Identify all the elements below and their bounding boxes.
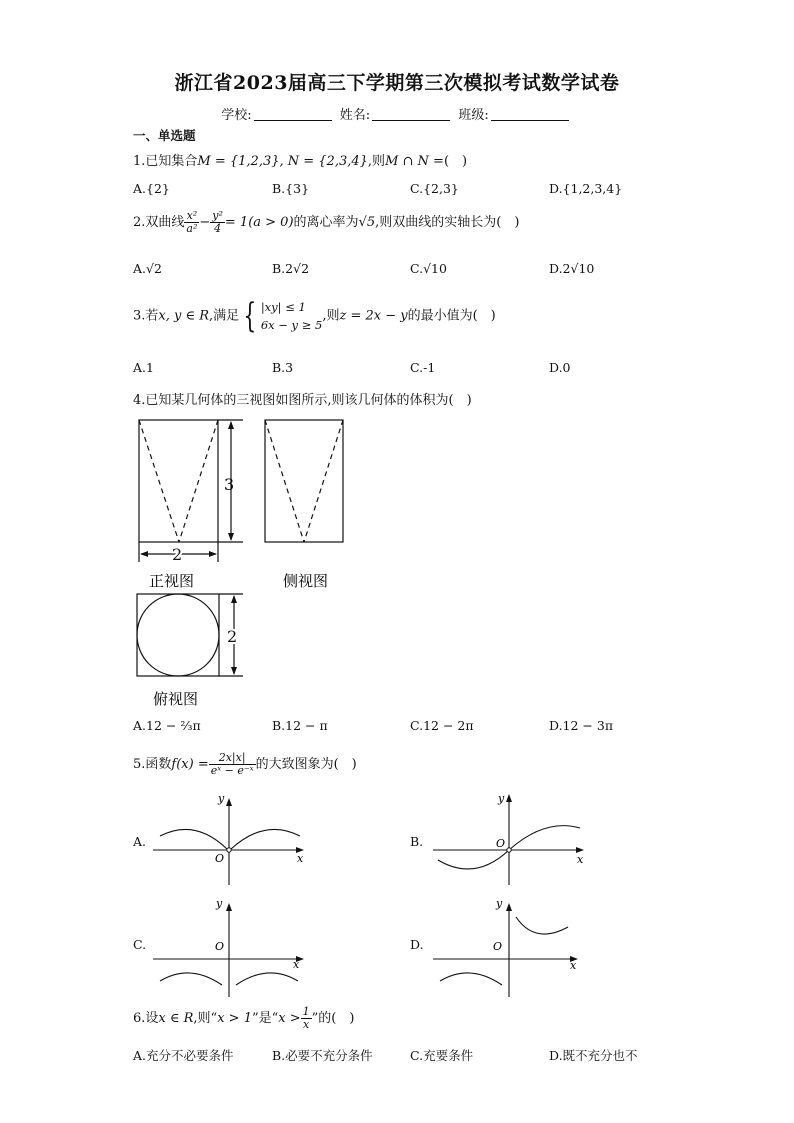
graph-a-curve-right [231, 829, 300, 849]
top-view-label: 俯视图 [153, 690, 199, 708]
arrow-up-icon [231, 595, 237, 603]
q3-text-a: 3.若 [133, 308, 159, 324]
q2-frac2-num: y² [212, 209, 223, 222]
q3-option-c: C.-1 [410, 360, 436, 375]
arrow-up-icon [226, 903, 232, 911]
q1-paren: ( ) [443, 154, 468, 169]
q5-label-d: D. [410, 937, 424, 952]
arrow-up-icon [226, 798, 232, 806]
q6-option-d: D.既不充分也不 [549, 1048, 638, 1063]
q6-text-d: ”的( ) [311, 1011, 355, 1026]
graph-c [150, 895, 310, 1000]
arrow-up-icon [506, 794, 512, 802]
question-5 [133, 752, 357, 777]
front-view-rect [139, 420, 218, 542]
q2-frac2-den: 4 [214, 222, 222, 235]
q2-frac1-num: x² [184, 210, 199, 223]
q4-option-d: D.12 − 3π [549, 718, 614, 733]
q3-math-a: x, y ∈ R [158, 308, 210, 324]
q3-option-a: A.1 [133, 360, 154, 375]
exam-title: 浙江省2023届高三下学期第三次模拟考试数学试卷 [174, 72, 620, 94]
q1-option-a: A.{2} [133, 181, 170, 196]
question-3 [133, 298, 496, 334]
q5-label-c: C. [133, 937, 147, 952]
arrow-up-icon [506, 903, 512, 911]
graph-b-origin: O [496, 837, 506, 850]
q5-label-b: B. [410, 834, 424, 849]
arrow-right-icon [209, 551, 217, 557]
name-blank [372, 108, 450, 121]
graph-c-y-label: y [216, 897, 223, 910]
q2-option-d: D.2√10 [549, 261, 595, 276]
class-label: 班级: [458, 108, 489, 123]
graph-a-x-label: x [297, 852, 304, 865]
graph-c-curve-left [160, 973, 222, 985]
q3-cond-2: 6x − y ≥ 5 [260, 318, 323, 332]
three-view-figure [125, 412, 385, 712]
q5-label-a: A. [133, 834, 147, 849]
q1-text-b: ,则 [367, 154, 386, 169]
graph-c-origin: O [215, 940, 225, 953]
school-label: 学校: [221, 108, 252, 123]
q6-frac [301, 1006, 312, 1031]
q6-text-b: ,则“ [193, 1011, 218, 1026]
q3-math-c: z = 2x − y [339, 308, 408, 324]
q1-option-d: D.{1,2,3,4} [549, 181, 623, 196]
graph-a-curve-left [160, 829, 227, 849]
graph-c-curve-right [236, 973, 298, 985]
graph-b-x-label: x [577, 853, 584, 866]
q2-frac-y [210, 210, 225, 235]
question-4: 4.已知某几何体的三视图如图所示,则该几何体的体积为( ) [133, 393, 472, 408]
graph-a-hollow-point [227, 848, 231, 852]
side-view-label: 侧视图 [283, 572, 329, 590]
front-view-dash-right [179, 420, 218, 542]
graph-b-hollow-point [507, 848, 511, 852]
q6-math-b: x > 1 [217, 1011, 252, 1026]
q5-math-a: f(x) = [171, 757, 209, 772]
q6-option-b: B.必要不充分条件 [272, 1048, 373, 1063]
question-1 [133, 150, 467, 169]
q2-text-a: 2.双曲线 [133, 215, 185, 230]
q3-text-d: 的最小值为( ) [407, 308, 496, 324]
arrow-left-icon [140, 551, 148, 557]
arrow-down-icon [228, 533, 234, 541]
dim-label-depth: 2 [227, 627, 238, 646]
q1-option-c: C.{2,3} [410, 181, 459, 196]
q5-frac-den: eˣ − e⁻ˣ [210, 764, 254, 777]
q6-option-a: A.充分不必要条件 [133, 1048, 234, 1063]
q5-frac [209, 752, 256, 777]
graph-c-x-label: x [293, 958, 300, 971]
front-view-dash-left [139, 420, 179, 542]
q2-math-c: = 1(a > 0) [224, 215, 294, 230]
q2-option-a: A.√2 [133, 261, 162, 276]
q6-math-c: x > [278, 1011, 301, 1026]
graph-a [150, 790, 310, 890]
q3-text-c: ,则 [322, 308, 340, 324]
graph-a-origin: O [215, 852, 225, 865]
q2-text-c: ,则双曲线的实轴长为( ) [375, 215, 520, 230]
q6-frac-den: x [303, 1018, 310, 1031]
q4-option-c: C.12 − 2π [410, 718, 474, 733]
graph-d-x-label: x [570, 959, 577, 972]
graph-d-curve-left [440, 973, 502, 985]
top-view-circle [137, 594, 219, 676]
q2-frac-x [184, 210, 199, 235]
q2-minus: − [199, 215, 211, 230]
graph-d-origin: O [493, 940, 503, 953]
graph-d-curve-right [516, 917, 568, 934]
q3-system [261, 298, 323, 334]
q2-frac1-den: a² [186, 222, 198, 235]
side-view-dash-left [265, 420, 304, 542]
graph-d-y-label: y [496, 897, 503, 910]
graph-d [430, 895, 590, 1000]
q1-option-b: B.{3} [272, 181, 310, 196]
q6-text-a: 6.设 [133, 1011, 159, 1026]
class-blank [491, 108, 569, 121]
school-blank [254, 108, 332, 121]
q6-text-c: ”是“ [251, 1011, 279, 1026]
arrow-down-icon [231, 667, 237, 675]
q3-option-b: B.3 [272, 360, 294, 375]
q5-text-a: 5.函数 [133, 757, 172, 772]
q5-text-b: 的大致图象为( ) [255, 757, 357, 772]
q6-option-c: C.充要条件 [410, 1048, 474, 1063]
dim-label-height: 3 [224, 475, 235, 494]
section-title: 一、单选题 [133, 128, 196, 143]
front-view-label: 正视图 [149, 572, 195, 590]
q6-frac-num: 1 [302, 1005, 310, 1018]
q2-option-b: B.2√2 [272, 261, 310, 276]
side-view-rect [265, 420, 343, 542]
q1-text-a: 1.已知集合 [133, 154, 198, 169]
q1-math-a: M = {1,2,3}, N = {2,3,4} [197, 154, 368, 169]
arrow-up-icon [228, 421, 234, 429]
q4-option-b: B.12 − π [272, 718, 328, 733]
graph-b [430, 790, 590, 890]
name-label: 姓名: [339, 108, 371, 123]
q6-math-a: x ∈ R [158, 1011, 194, 1026]
q3-option-d: D.0 [549, 360, 571, 375]
question-2 [133, 210, 519, 235]
q3-text-b: ,满足 [209, 308, 240, 324]
q2-ecc: √5 [358, 215, 376, 230]
q3-brace: { [243, 296, 257, 336]
graph-b-y-label: y [498, 792, 505, 805]
student-info-line [0, 104, 794, 123]
q5-frac-num: 2x|x| [209, 752, 256, 765]
question-6 [133, 1006, 354, 1031]
graph-a-y-label: y [218, 792, 225, 805]
q3-cond-1: |xy| ≤ 1 [260, 300, 306, 314]
q2-text-b: 的离心率为 [293, 215, 359, 230]
dim-label-width: 2 [172, 545, 183, 564]
q2-option-c: C.√10 [410, 261, 447, 276]
side-view-dash-right [304, 420, 343, 542]
q4-option-a: A.12 − ⅔π [133, 718, 201, 733]
q1-math-b: M ∩ N = [385, 154, 444, 169]
